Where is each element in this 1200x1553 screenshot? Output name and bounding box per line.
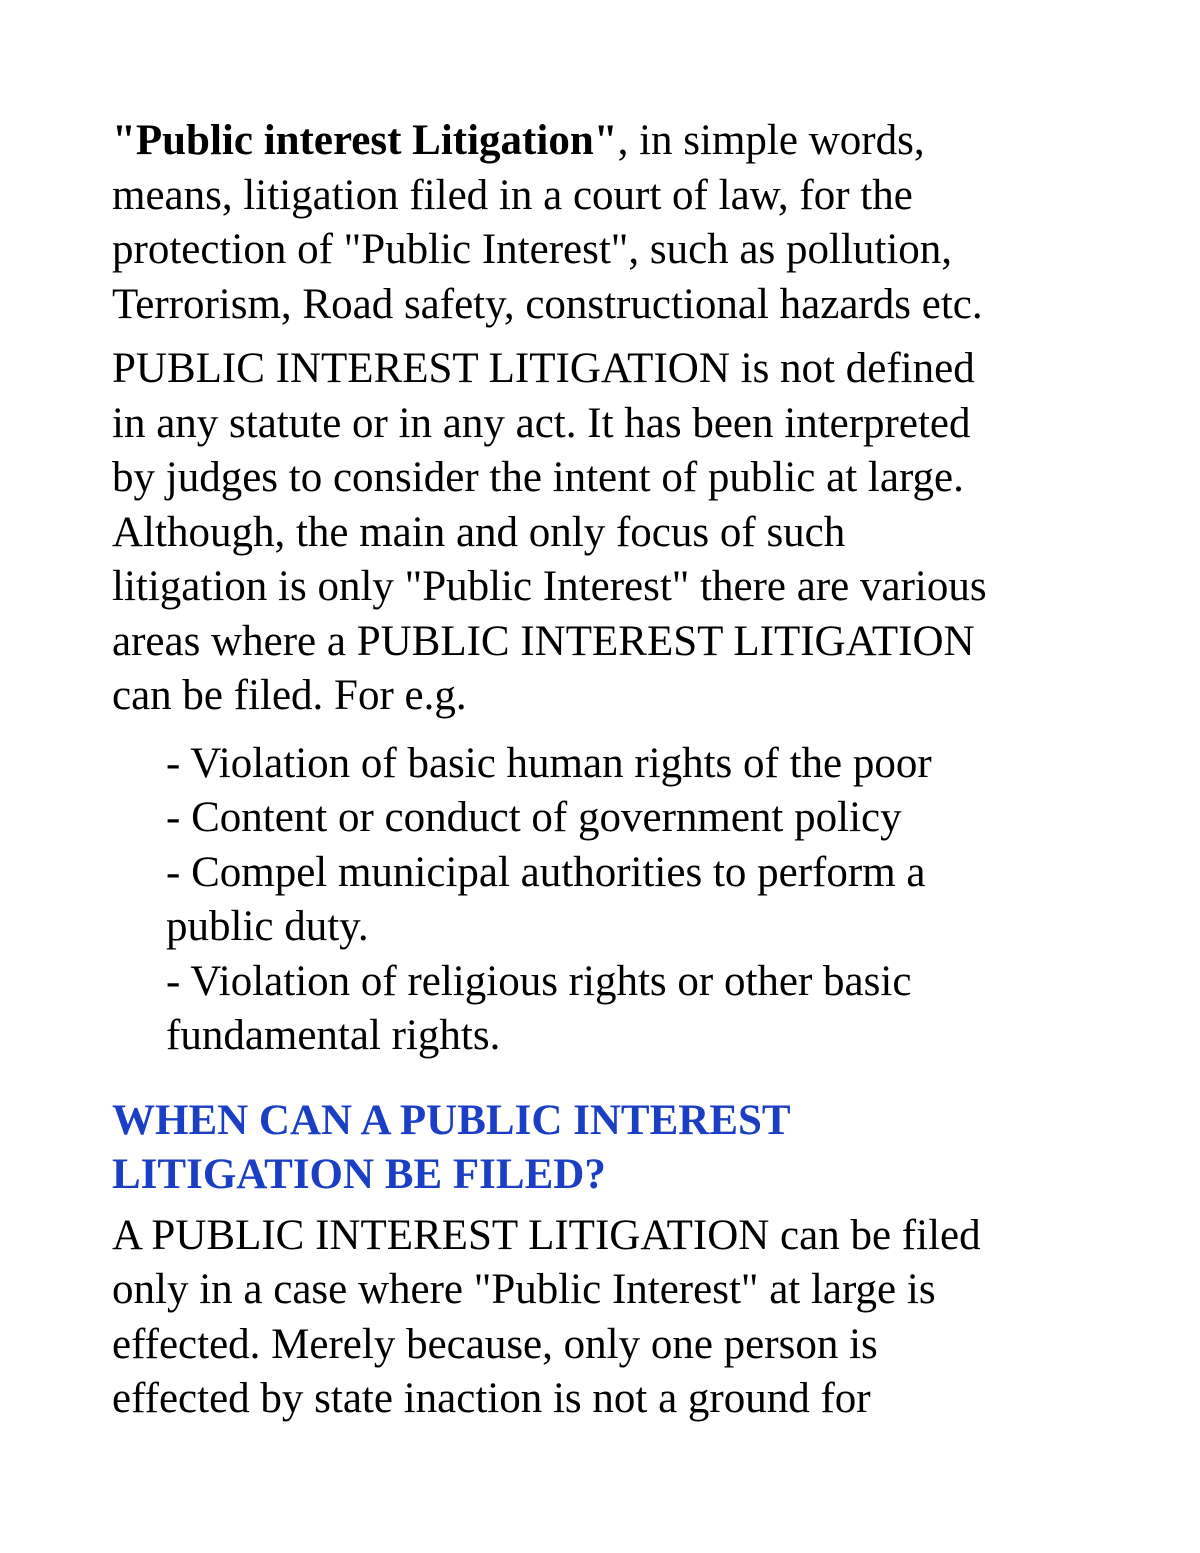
example-line: - Content or conduct of government policy — [166, 794, 902, 841]
definition-paragraph — [112, 342, 1112, 724]
definition-line: by judges to consider the intent of public at large. — [112, 454, 964, 501]
example-item — [166, 846, 1112, 955]
definition-line: PUBLIC INTEREST LITIGATION is not defined — [112, 345, 975, 392]
definition-line: litigation is only "Public Interest" there are various — [112, 563, 987, 610]
intro-line-4: Terrorism, Road safety, constructional hazards etc. — [112, 280, 983, 328]
example-item — [166, 955, 1112, 1064]
section-body-paragraph — [112, 1209, 1112, 1427]
example-line: fundamental rights. — [166, 1012, 501, 1059]
definition-line: in any statute or in any act. It has been interpreted — [112, 399, 971, 447]
example-line: - Violation of religious rights or other basic — [166, 957, 912, 1005]
spacer — [112, 1064, 1112, 1094]
section-body-line: effected. Merely because, only one person is — [112, 1320, 878, 1368]
intro-line-2: means, litigation filed in a court of law, for the — [112, 171, 913, 219]
definition-line: areas where a PUBLIC INTEREST LITIGATION — [112, 617, 975, 665]
definition-line: can be filed. For e.g. — [112, 672, 467, 719]
section-body-line: only in a case where "Public Interest" at large is — [112, 1266, 936, 1313]
example-line: - Compel municipal authorities to perform a — [166, 848, 926, 896]
section-heading-line: LITIGATION BE FILED? — [112, 1151, 606, 1198]
intro-line-1-rest: , in simple words, — [617, 117, 925, 164]
section-body-line: effected by state inaction is not a ground for — [112, 1375, 871, 1422]
spacer — [112, 724, 1112, 737]
document-page — [112, 114, 1112, 1427]
intro-bold-term: "Public interest Litigation" — [112, 117, 618, 164]
example-item — [166, 791, 1112, 846]
intro-line-3: protection of "Public Interest", such as pollution, — [112, 226, 953, 273]
section-heading-line: WHEN CAN A PUBLIC INTEREST — [112, 1096, 791, 1144]
section-body-line: A PUBLIC INTEREST LITIGATION can be filed — [112, 1211, 981, 1259]
example-line: public duty. — [166, 903, 369, 950]
definition-line: Although, the main and only focus of such — [112, 508, 846, 556]
example-line: - Violation of basic human rights of the poor — [166, 739, 932, 787]
examples-list — [112, 737, 1112, 1064]
section-heading — [112, 1094, 1112, 1203]
example-item — [166, 737, 1112, 792]
spacer — [112, 332, 1112, 342]
intro-line-1 — [112, 114, 1112, 169]
intro-paragraph — [112, 114, 1112, 332]
